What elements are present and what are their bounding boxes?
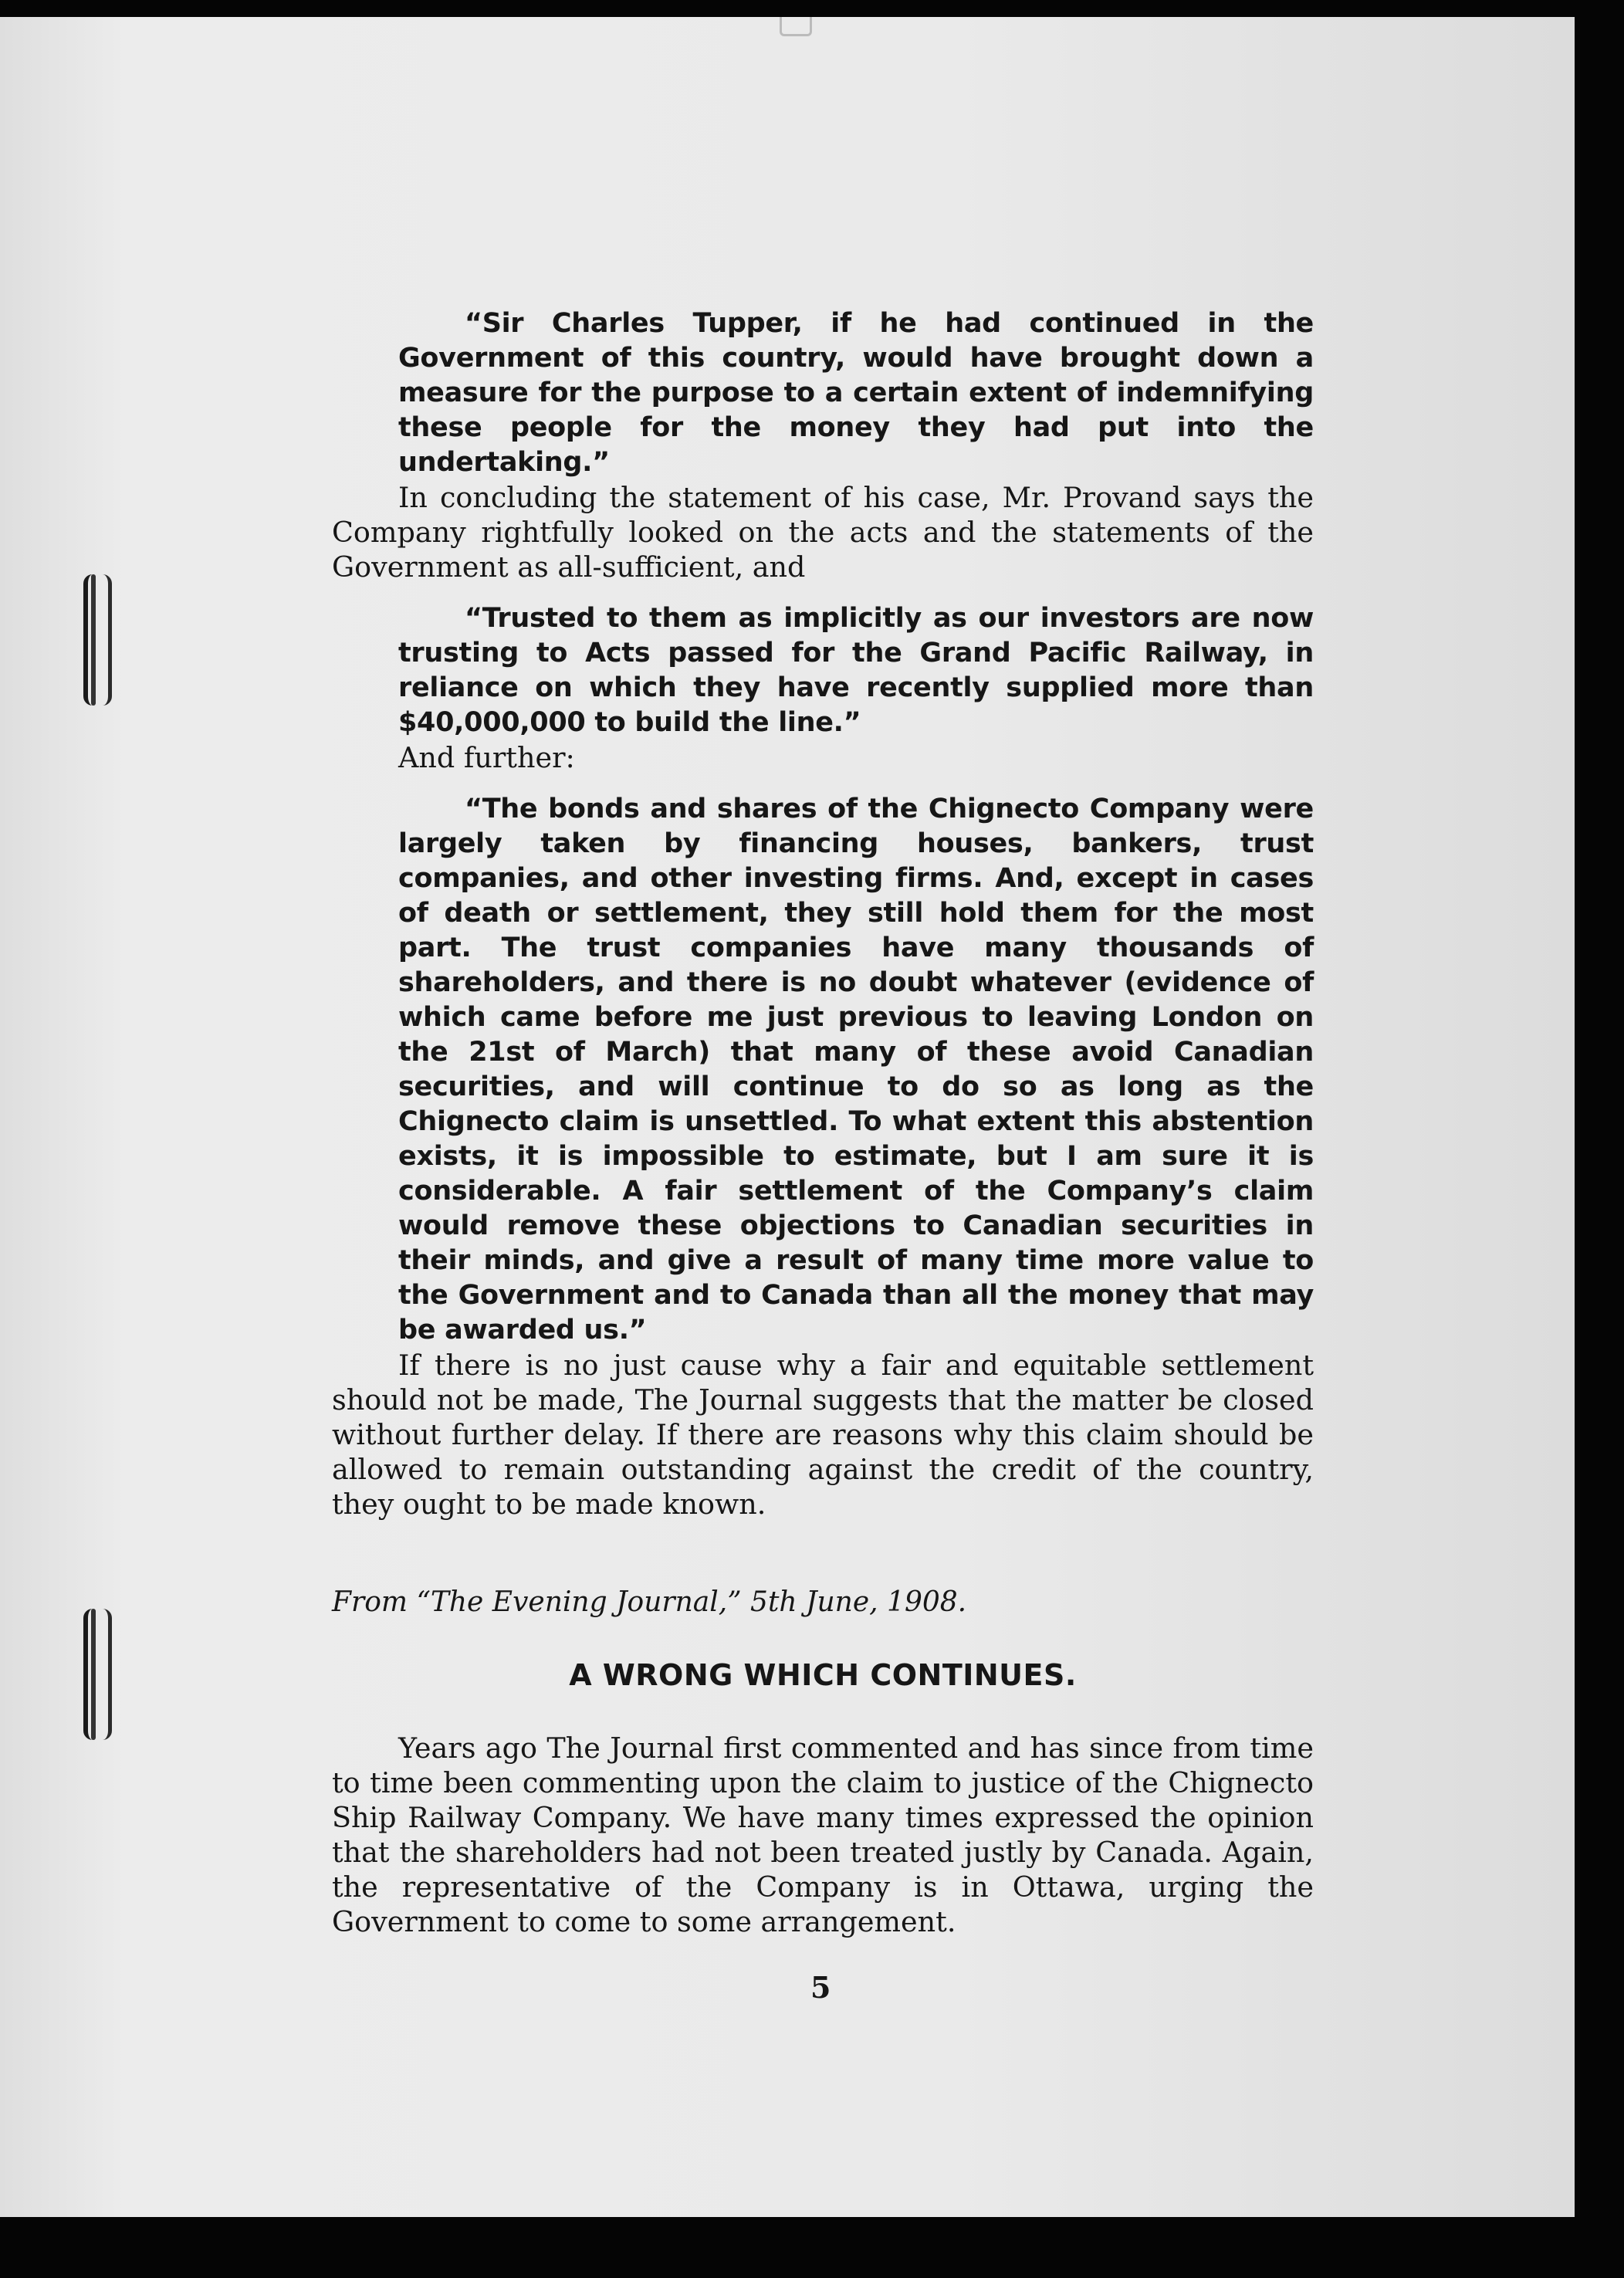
binding-staple-top: [83, 574, 112, 706]
scan-corner-mark: [780, 17, 812, 36]
quote-tupper: “Sir Charles Tupper, if he had continued in the Government of this country, would have brought down a measure for the purpose to a certain extent of indemnifying these people for the money they had put into the undertaking.”: [398, 308, 1314, 478]
paragraph-years-ago: Years ago The Journal first commented and has since from time to time been commenting upon the claim to justice of the Chignecto Ship Railway Company. We have many times expressed the opinion that the shareholders had not been treated justly by Canada. Again, the representative of the Company is in Ottawa, urging the Government to come to some arrangement.: [332, 1731, 1314, 1938]
paragraph-just-cause: If there is no just cause why a fair and equitable settlement should not be made, The Journal suggests that the matter be closed without further delay. If there are reasons why this claim should be allowed to remain outstanding against the credit of the country, they ought to be made known.: [332, 1349, 1314, 1521]
binding-staple-bottom: [83, 1609, 112, 1740]
quote-trusted: “Trusted to them as implicitly as our investors are now trusting to Acts passed for the Grand Pacific Railway, in reliance on which they have recently supplied more than $40,000,000 to build the line.”: [398, 603, 1314, 738]
document-page: [0, 17, 1575, 2217]
paragraph-further: And further:: [398, 741, 575, 774]
section-heading: A WRONG WHICH CONTINUES.: [569, 1658, 1077, 1692]
paragraph-concluding: In concluding the statement of his case, Mr. Provand says the Company rightfully looked on the acts and the statements of the Government as all-sufficient, and: [332, 481, 1314, 584]
source-line: From “The Evening Journal,” 5th June, 1908.: [332, 1586, 967, 1618]
page-content: [332, 306, 1314, 1939]
page-number: 5: [810, 1970, 831, 2005]
quote-bonds: “The bonds and shares of the Chignecto Company were largely taken by financing houses, bankers, trust companies, and other investing firms. And, except in cases of death or settlement, they still hold them for the most part. The trust companies have many thousands of shareholders, and there is no doubt whatever (evidence of which came before me just previous to leaving London on the 21st of March) that many of these avoid Canadian securities, and will continue to do so as long as the Chignecto claim is unsettled. To what extent this abstention exists, it is impossible to estimate, but I am sure it is considerable. A fair settlement of the Company’s claim would remove these objections to Canadian securities in their minds, and give a result of many time more value to the Government and to Canada than all the money that may be awarded us.”: [398, 794, 1314, 1345]
